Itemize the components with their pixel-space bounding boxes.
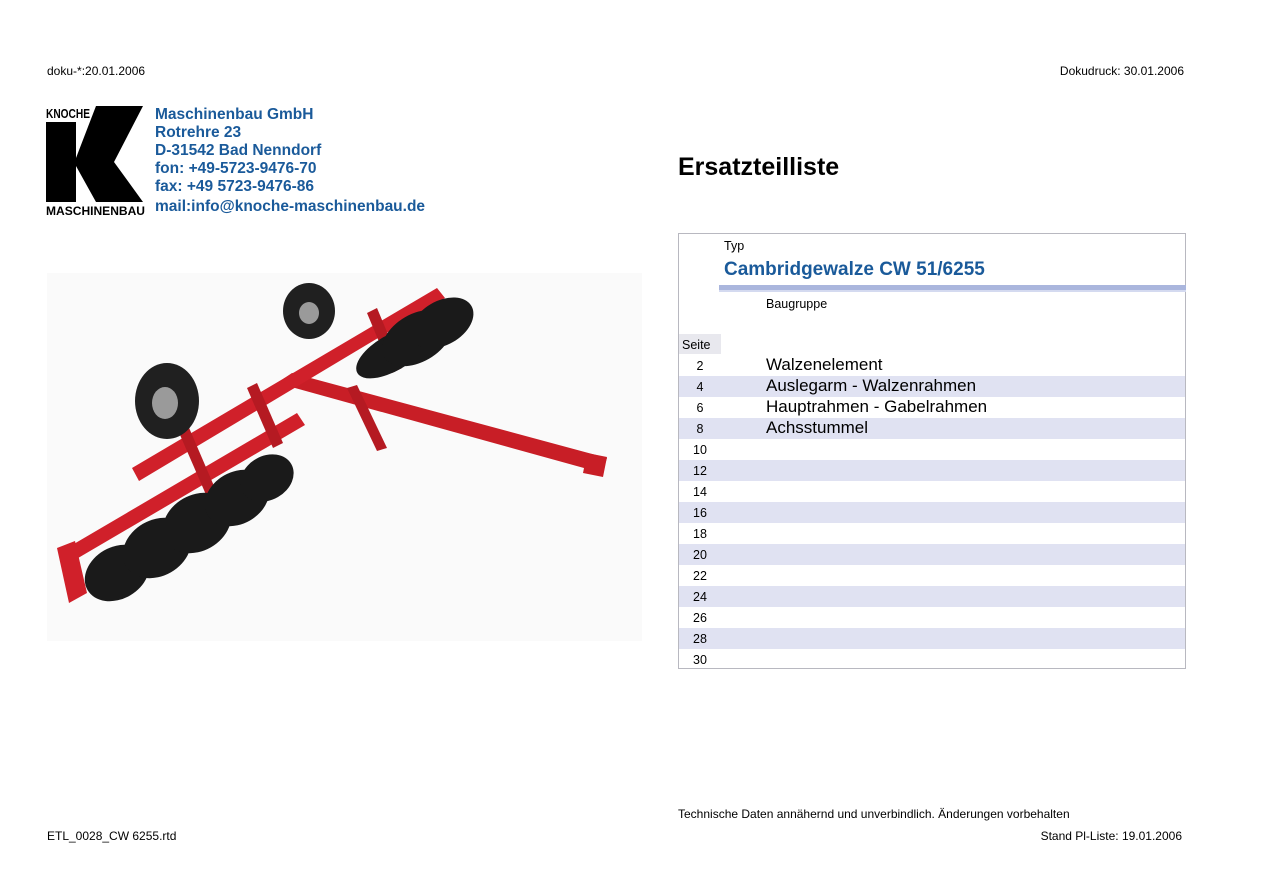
- table-row: [679, 460, 1185, 481]
- page-number: 6: [696, 401, 704, 415]
- company-street: Rotrehre 23: [155, 124, 242, 141]
- document-date: doku-*:20.01.2006: [47, 64, 146, 78]
- table-row: [679, 418, 1185, 439]
- page-title: Ersatzteilliste: [678, 153, 840, 181]
- seite-label: Seite: [679, 334, 721, 354]
- baugruppe-label: Baugruppe: [766, 297, 828, 311]
- table-row: [679, 439, 1185, 460]
- company-city: D-31542 Bad Nenndorf: [155, 142, 322, 159]
- table-row: [679, 586, 1185, 607]
- page-number: 4: [696, 380, 704, 394]
- table-row: [679, 355, 1185, 376]
- company-address: [155, 106, 425, 216]
- table-row: [679, 481, 1185, 502]
- logo-top-text: KNOCHE: [46, 107, 90, 121]
- page-number: 18: [693, 527, 707, 541]
- file-name: ETL_0028_CW 6255.rtd: [47, 829, 177, 843]
- company-fax: fax: +49 5723-9476-86: [155, 178, 314, 195]
- company-email: mail:info@knoche-maschinenbau.de: [155, 198, 426, 215]
- page-number: 2: [696, 359, 704, 373]
- table-row: [679, 565, 1185, 586]
- table-row: [679, 544, 1185, 565]
- print-date: Dokudruck: 30.01.2006: [1059, 64, 1184, 78]
- page-number: 14: [693, 485, 707, 499]
- assembly-name: Achsstummel: [766, 418, 869, 437]
- stand-date: Stand Pl-Liste: 19.01.2006: [1040, 829, 1182, 843]
- page-number: 30: [693, 653, 707, 667]
- page-number: 16: [693, 506, 707, 520]
- machine-type: Cambridgewalze CW 51/6255: [724, 259, 985, 280]
- table-row: [679, 628, 1185, 649]
- page-number: 12: [693, 464, 707, 478]
- page-number: 22: [693, 569, 707, 583]
- page-number: 8: [696, 422, 704, 436]
- table-row: [679, 376, 1185, 397]
- assembly-name: Auslegarm - Walzenrahmen: [766, 376, 977, 395]
- company-phone: fon: +49-5723-9476-70: [155, 160, 317, 177]
- typ-label: Typ: [724, 239, 745, 253]
- logo-bottom-text: MASCHINENBAU: [46, 204, 145, 216]
- knoche-logo: [46, 106, 146, 216]
- table-row: [679, 523, 1185, 544]
- table-row: [679, 397, 1185, 418]
- page-number: 24: [693, 590, 707, 604]
- page-number: 20: [693, 548, 707, 562]
- page-number: 28: [693, 632, 707, 646]
- parts-table: [678, 233, 1186, 669]
- table-row: [679, 607, 1185, 628]
- header-divider-light: [719, 290, 1186, 292]
- assembly-name: Hauptrahmen - Gabelrahmen: [766, 397, 988, 416]
- disclaimer-note: Technische Daten annähernd und unverbindlich. Änderungen vorbehalten: [678, 807, 1070, 821]
- page-number: 26: [693, 611, 707, 625]
- table-row: [679, 649, 1185, 670]
- machine-photo: [47, 273, 642, 641]
- page-number: 10: [693, 443, 707, 457]
- assembly-name: Walzenelement: [766, 355, 883, 374]
- company-name: Maschinenbau GmbH: [155, 106, 314, 123]
- table-row: [679, 502, 1185, 523]
